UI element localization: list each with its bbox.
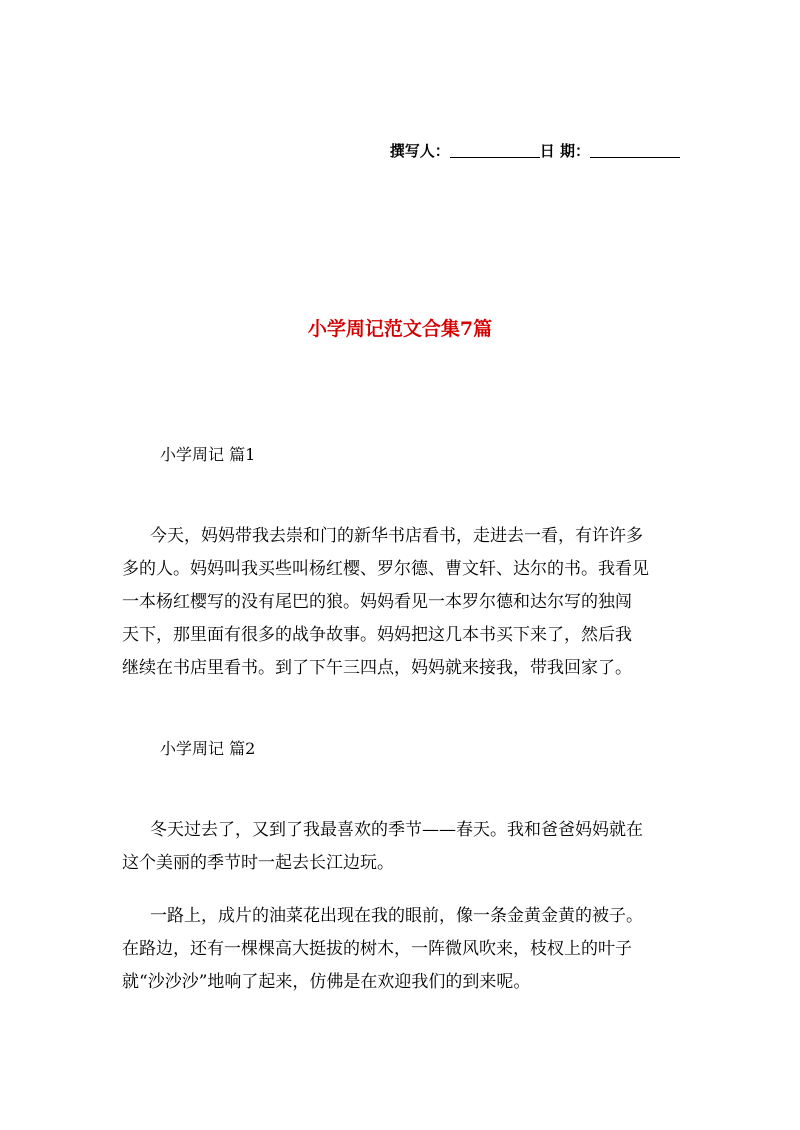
section-heading-2: 小学周记 篇2 xyxy=(160,739,256,758)
section-2-paragraph-1 xyxy=(122,814,682,880)
author-blank xyxy=(450,143,540,158)
author-label: 撰写人： xyxy=(389,142,450,160)
paragraph-line: 在路边，还有一棵棵高大挺拔的树木，一阵微风吹来，枝杈上的叶子 xyxy=(122,939,632,959)
paragraph-line: 就“沙沙沙”地响了起来，仿佛是在欢迎我们的到来呢。 xyxy=(122,972,531,992)
section-1-paragraph xyxy=(122,520,682,685)
section-heading-1: 小学周记 篇1 xyxy=(160,445,256,464)
paragraph-line: 这个美丽的季节时一起去长江边玩。 xyxy=(122,853,394,873)
paragraph-line: 继续在书店里看书。到了下午三四点，妈妈就来接我，带我回家了。 xyxy=(122,658,632,678)
section-2-paragraph-2 xyxy=(122,900,682,999)
paragraph-line: 天下，那里面有很多的战争故事。妈妈把这几本书买下来了，然后我 xyxy=(122,625,632,645)
document-title: 小学周记范文合集7篇 xyxy=(307,318,493,340)
paragraph-line: 一本杨红樱写的没有尾巴的狼。妈妈看见一本罗尔德和达尔写的独闯 xyxy=(122,592,632,612)
paragraph-line: 今天，妈妈带我去崇和门的新华书店看书，走进去一看，有许许多 xyxy=(150,526,643,546)
date-blank xyxy=(590,143,680,158)
paragraph-line: 一路上，成片的油菜花出现在我的眼前，像一条金黄金黄的被子。 xyxy=(150,906,643,926)
header-signature-line xyxy=(390,140,680,161)
paragraph-line: 冬天过去了，又到了我最喜欢的季节——春天。我和爸爸妈妈就在 xyxy=(150,820,643,840)
paragraph-line: 多的人。妈妈叫我买些叫杨红樱、罗尔德、曹文轩、达尔的书。我看见 xyxy=(122,559,649,579)
date-label: 日 期： xyxy=(539,142,590,160)
